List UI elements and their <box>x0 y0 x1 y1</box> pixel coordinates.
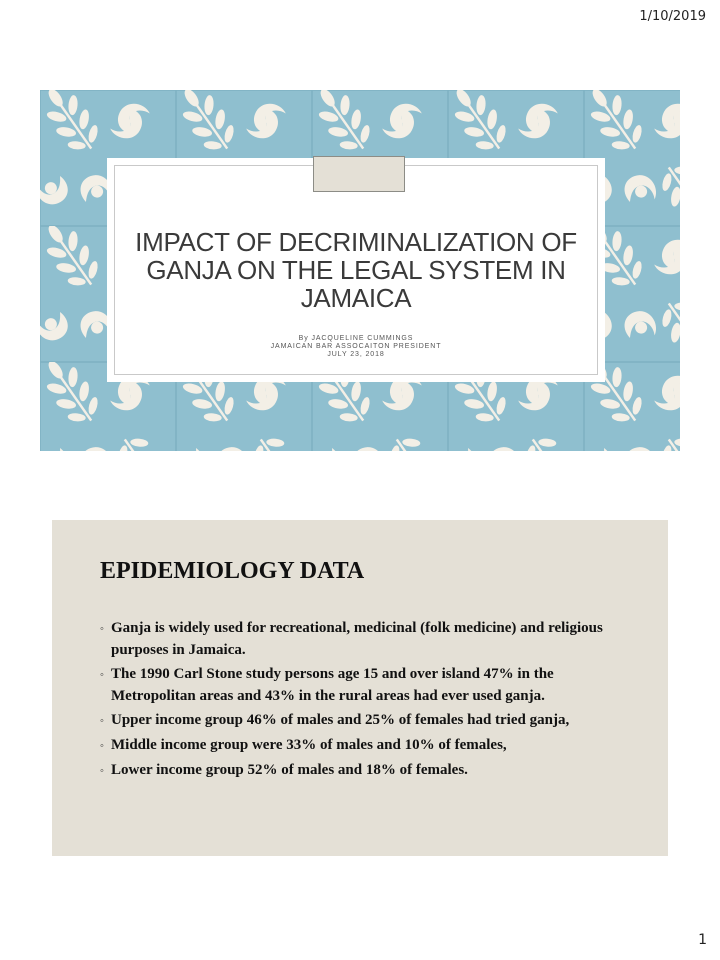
list-item: ◦ Lower income group 52% of males and 18% of females. <box>100 760 640 782</box>
page-date: 1/10/2019 <box>639 9 706 24</box>
list-item: ◦ The 1990 Carl Stone study persons age 15 and over island 47% in the Metropolitan areas and 43% in the rural areas had ever used ganja. <box>100 666 554 704</box>
title-accent-tab <box>313 156 405 192</box>
bullet-icon: ◦ <box>100 715 104 727</box>
title-slide <box>40 90 680 451</box>
slide-title: IMPACT OF DECRIMINALIZATION OF GANJA ON THE LEGAL SYSTEM IN JAMAICA <box>135 227 577 313</box>
slide-heading: EPIDEMIOLOGY DATA <box>100 558 365 584</box>
slide-byline: By JACQUELINE CUMMINGS JAMAICAN BAR ASSOCAITON PRESIDENT JULY 23, 2018 <box>270 335 442 358</box>
bullet-icon: ◦ <box>100 623 104 635</box>
list-item: ◦ Ganja is widely used for recreational, medicinal (folk medicine) and religious purposes in Jamaica. <box>100 620 603 658</box>
content-slide <box>52 520 668 856</box>
bullet-icon: ◦ <box>100 669 104 681</box>
list-item: ◦ Middle income group were 33% of males and 10% of females, <box>100 735 640 757</box>
bullet-icon: ◦ <box>100 765 104 777</box>
bullet-icon: ◦ <box>100 740 104 752</box>
bullet-list <box>100 618 640 785</box>
list-item: ◦ Upper income group 46% of males and 25% of females had tried ganja, <box>100 710 640 732</box>
page-number: 1 <box>698 932 707 948</box>
